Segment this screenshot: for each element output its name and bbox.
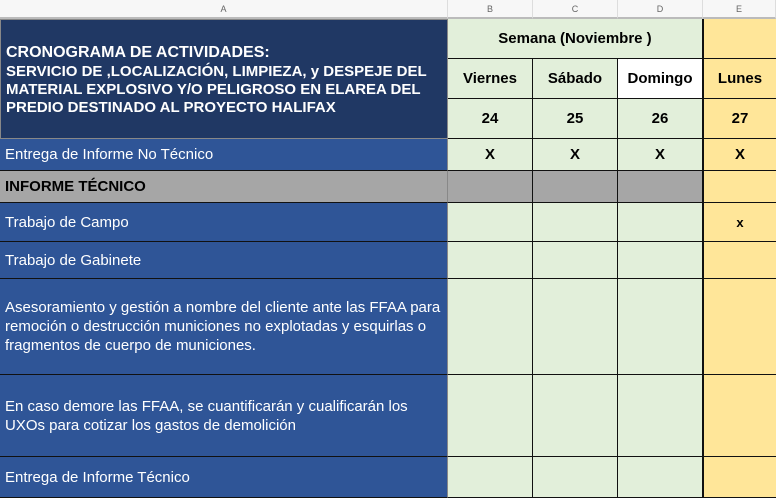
schedule-cell[interactable]: X: [448, 139, 533, 171]
row-label[interactable]: Entrega de Informe Técnico: [0, 457, 448, 498]
day-date-cell[interactable]: 26: [618, 99, 703, 139]
schedule-cell[interactable]: [618, 203, 703, 242]
schedule-cell[interactable]: [448, 242, 533, 279]
schedule-cell[interactable]: [703, 457, 776, 498]
schedule-cell[interactable]: [448, 171, 533, 203]
schedule-cell[interactable]: [533, 457, 618, 498]
schedule-cell[interactable]: [533, 242, 618, 279]
schedule-cell[interactable]: [618, 375, 703, 457]
title-line2: SERVICIO DE ,LOCALIZACIÓN, LIMPIEZA, y DESPEJE DEL MATERIAL EXPLOSIVO Y/O PELIGROSO EN ELAREA DEL PREDIO DESTINADO AL PROYECTO HALIFAX: [6, 62, 427, 116]
schedule-cell[interactable]: [448, 203, 533, 242]
row-label[interactable]: Trabajo de Campo: [0, 203, 448, 242]
column-header-b[interactable]: B: [448, 0, 533, 19]
column-header-c[interactable]: C: [533, 0, 618, 19]
day-name-cell[interactable]: Sábado: [533, 59, 618, 99]
day-name-cell[interactable]: Lunes: [703, 59, 776, 99]
schedule-cell[interactable]: [533, 171, 618, 203]
day-date-cell[interactable]: 24: [448, 99, 533, 139]
row-label[interactable]: Asesoramiento y gestión a nombre del cliente ante las FFAA para remoción o destrucción municiones no explotadas y esquirlas o fragmentos de cuerpo de municiones.: [0, 279, 448, 375]
schedule-cell[interactable]: X: [618, 139, 703, 171]
row-label[interactable]: INFORME TÉCNICO: [0, 171, 448, 203]
schedule-cell[interactable]: [703, 242, 776, 279]
day-name-cell[interactable]: Domingo: [618, 59, 703, 99]
schedule-cell[interactable]: [533, 203, 618, 242]
schedule-cell[interactable]: X: [533, 139, 618, 171]
schedule-cell[interactable]: [533, 279, 618, 375]
schedule-cell[interactable]: [448, 457, 533, 498]
day-name-cell[interactable]: Viernes: [448, 59, 533, 99]
day-date-cell[interactable]: 27: [703, 99, 776, 139]
column-header-e[interactable]: E: [703, 0, 776, 19]
schedule-cell[interactable]: X: [703, 139, 776, 171]
week-label-cell[interactable]: Semana (Noviembre ): [448, 19, 703, 59]
row-label[interactable]: Entrega de Informe No Técnico: [0, 139, 448, 171]
title-line1: CRONOGRAMA DE ACTIVIDADES:: [6, 43, 270, 61]
column-header-d[interactable]: D: [618, 0, 703, 19]
row-label[interactable]: Trabajo de Gabinete: [0, 242, 448, 279]
schedule-cell[interactable]: x: [703, 203, 776, 242]
column-header-a[interactable]: A: [0, 0, 448, 19]
schedule-cell[interactable]: [703, 279, 776, 375]
day-date-cell[interactable]: 25: [533, 99, 618, 139]
schedule-cell[interactable]: [448, 375, 533, 457]
schedule-cell[interactable]: [618, 171, 703, 203]
row-label[interactable]: En caso demore las FFAA, se cuantificarán y cualificarán los UXOs para cotizar los gastos de demolición: [0, 375, 448, 457]
schedule-cell[interactable]: [618, 457, 703, 498]
schedule-cell[interactable]: [448, 279, 533, 375]
title-cell[interactable]: [0, 19, 448, 139]
schedule-cell[interactable]: [618, 279, 703, 375]
week-label-cell-e[interactable]: [703, 19, 776, 59]
schedule-cell[interactable]: [533, 375, 618, 457]
schedule-cell[interactable]: [703, 375, 776, 457]
schedule-cell[interactable]: [618, 242, 703, 279]
schedule-cell[interactable]: [703, 171, 776, 203]
